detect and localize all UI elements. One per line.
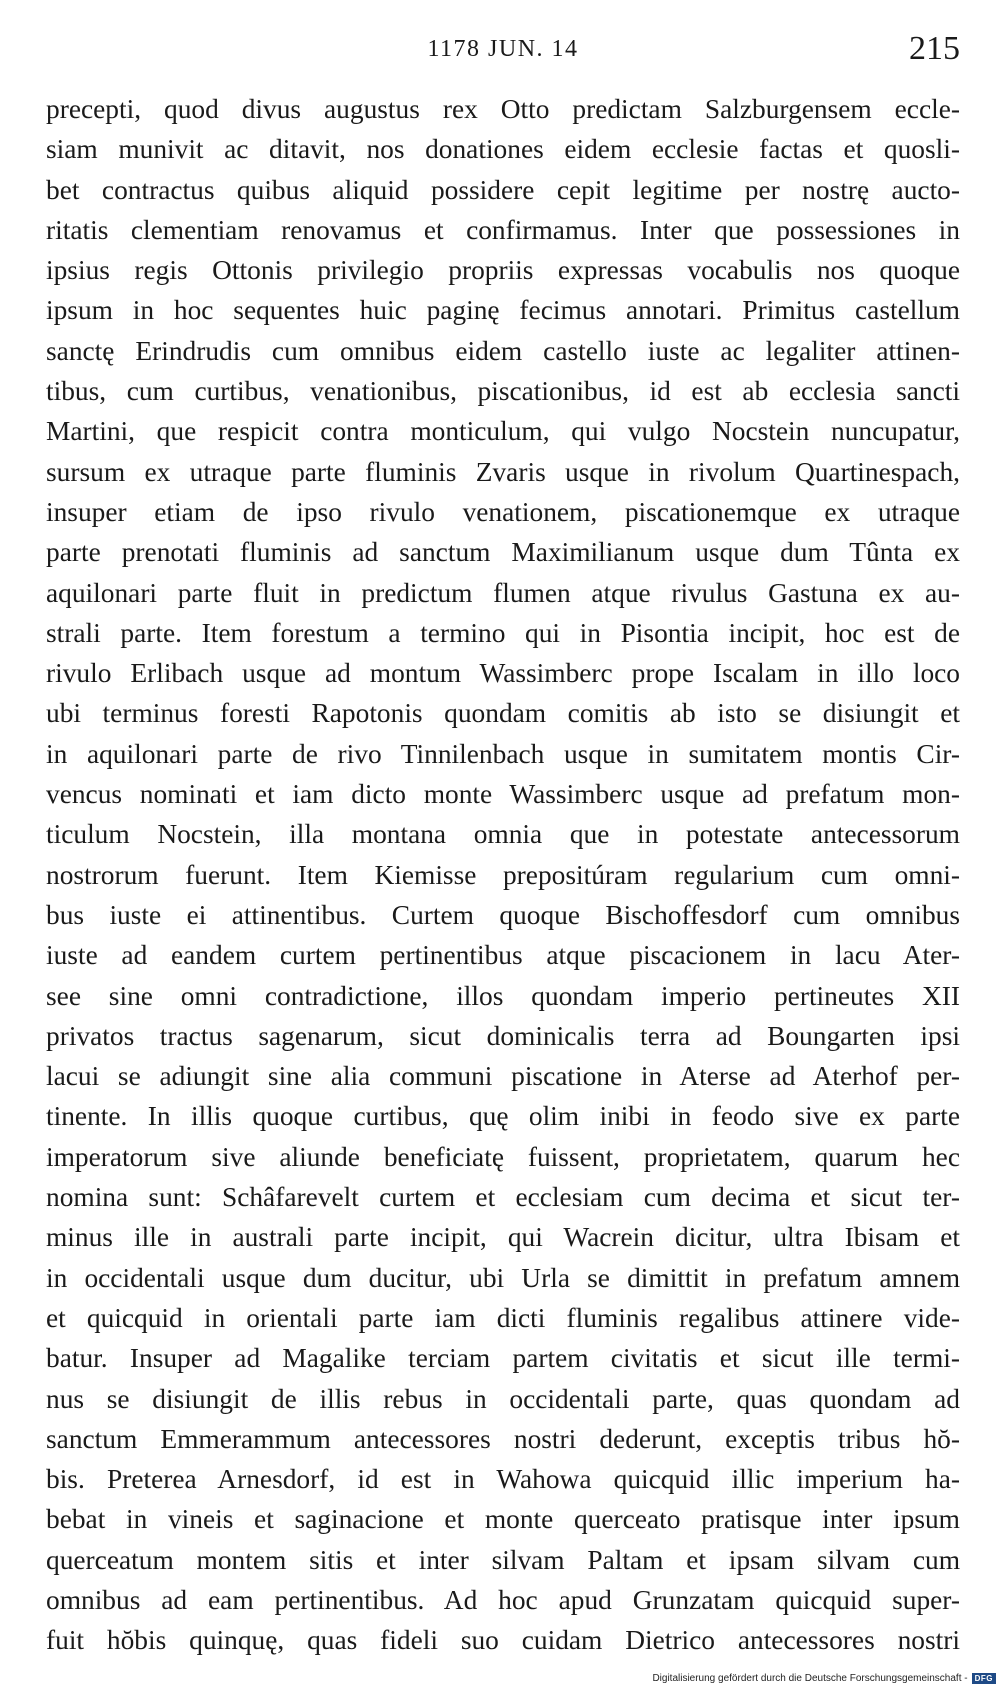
text-line: see sine omni contradictione, illos quondam imperio pertineutes XII: [46, 980, 960, 1011]
text-line: imperatorum sive aliunde beneficiatę fuissent, proprietatem, quarum hec: [46, 1141, 960, 1172]
text-line: tinente. In illis quoque curtibus, quę olim inibi in feodo sive ex parte: [46, 1101, 960, 1132]
text-line: siam munivit ac ditavit, nos donationes eidem ecclesie factas et quosli-: [46, 134, 960, 165]
text-line: nostrorum fuerunt. Item Kiemisse prepositúram regularium cum omni-: [46, 859, 960, 890]
text-line: Martini, que respicit contra monticulum, qui vulgo Nocstein nuncupatur,: [46, 416, 960, 447]
credit-text: Digitalisierung gefördert durch die Deutsche Forschungsgemeinschaft -: [652, 1673, 968, 1684]
page-header: [46, 30, 960, 74]
text-line: parte prenotati fluminis ad sanctum Maximilianum usque dum Tûnta ex: [46, 537, 960, 568]
body-text: [46, 89, 960, 1661]
text-line: et quicquid in orientali parte iam dicti fluminis regalibus attinere vide-: [46, 1302, 960, 1333]
text-line: vencus nominati et iam dicto monte Wassimberc usque ad prefatum mon-: [46, 779, 960, 810]
text-line: tibus, cum curtibus, venationibus, piscationibus, id est ab ecclesia sancti: [46, 376, 960, 407]
text-line: fuit hŏbis quinquę, quas fideli suo cuidam Dietrico antecessores nostri: [46, 1625, 960, 1656]
text-line: nomina sunt: Schâfarevelt curtem et ecclesiam cum decima et sicut ter-: [46, 1182, 960, 1213]
text-line: querceatum montem sitis et inter silvam Paltam et ipsam silvam cum: [46, 1544, 960, 1575]
text-line: minus ille in australi parte incipit, qui Wacrein dicitur, ultra Ibisam et: [46, 1222, 960, 1253]
text-line: ipsum in hoc sequentes huic paginę fecimus annotari. Primitus castellum: [46, 295, 960, 326]
text-line: in aquilonari parte de rivo Tinnilenbach usque in sumitatem montis Cir-: [46, 738, 960, 769]
text-line: insuper etiam de ipso rivulo venationem, piscationemque ex utraque: [46, 496, 960, 527]
text-line: strali parte. Item forestum a termino qui in Pisontia incipit, hoc est de: [46, 617, 960, 648]
text-line: rivulo Erlibach usque ad montum Wassimberc prope Iscalam in illo loco: [46, 658, 960, 689]
text-line: sanctum Emmerammum antecessores nostri dederunt, exceptis tribus hŏ-: [46, 1423, 960, 1454]
running-head: 1178 JUN. 14: [427, 36, 579, 62]
text-line: bebat in vineis et saginacione et monte querceato pratisque inter ipsum: [46, 1504, 960, 1535]
text-line: nus se disiungit de illis rebus in occidentali parte, quas quondam ad: [46, 1383, 960, 1414]
text-line: ubi terminus foresti Rapotonis quondam comitis ab isto se disiungit et: [46, 698, 960, 729]
digitization-credit: [652, 1673, 996, 1684]
text-line: bis. Preterea Arnesdorf, id est in Wahowa quicquid illic imperium ha-: [46, 1464, 960, 1495]
text-line: bet contractus quibus aliquid possidere cepit legitime per nostrę aucto-: [46, 174, 960, 205]
text-line: sursum ex utraque parte fluminis Zvaris usque in rivolum Quartinespach,: [46, 456, 960, 487]
text-line: bus iuste ei attinentibus. Curtem quoque Bischoffesdorf cum omnibus: [46, 899, 960, 930]
text-line: aquilonari parte fluit in predictum flumen atque rivulus Gastuna ex au-: [46, 577, 960, 608]
text-line: sanctę Erindrudis cum omnibus eidem castello iuste ac legaliter attinen-: [46, 335, 960, 366]
text-line: ticulum Nocstein, illa montana omnia que in potestate antecessorum: [46, 819, 960, 850]
text-line: omnibus ad eam pertinentibus. Ad hoc apud Grunzatam quicquid super-: [46, 1584, 960, 1615]
text-line: ipsius regis Ottonis privilegio propriis expressas vocabulis nos quoque: [46, 255, 960, 286]
page-number: 215: [909, 30, 960, 67]
text-line: precepti, quod divus augustus rex Otto predictam Salzburgensem eccle-: [46, 94, 960, 124]
text-line: ritatis clementiam renovamus et confirmamus. Inter que possessiones in: [46, 214, 960, 245]
dfg-logo: DFG: [972, 1673, 996, 1684]
text-line: lacui se adiungit sine alia communi piscatione in Aterse ad Aterhof per-: [46, 1061, 960, 1092]
text-line: iuste ad eandem curtem pertinentibus atque piscacionem in lacu Ater-: [46, 940, 960, 971]
text-line: batur. Insuper ad Magalike terciam partem civitatis et sicut ille termi-: [46, 1343, 960, 1374]
text-line: in occidentali usque dum ducitur, ubi Urla se dimittit in prefatum amnem: [46, 1262, 960, 1293]
text-line: privatos tractus sagenarum, sicut dominicalis terra ad Boungarten ipsi: [46, 1020, 960, 1051]
